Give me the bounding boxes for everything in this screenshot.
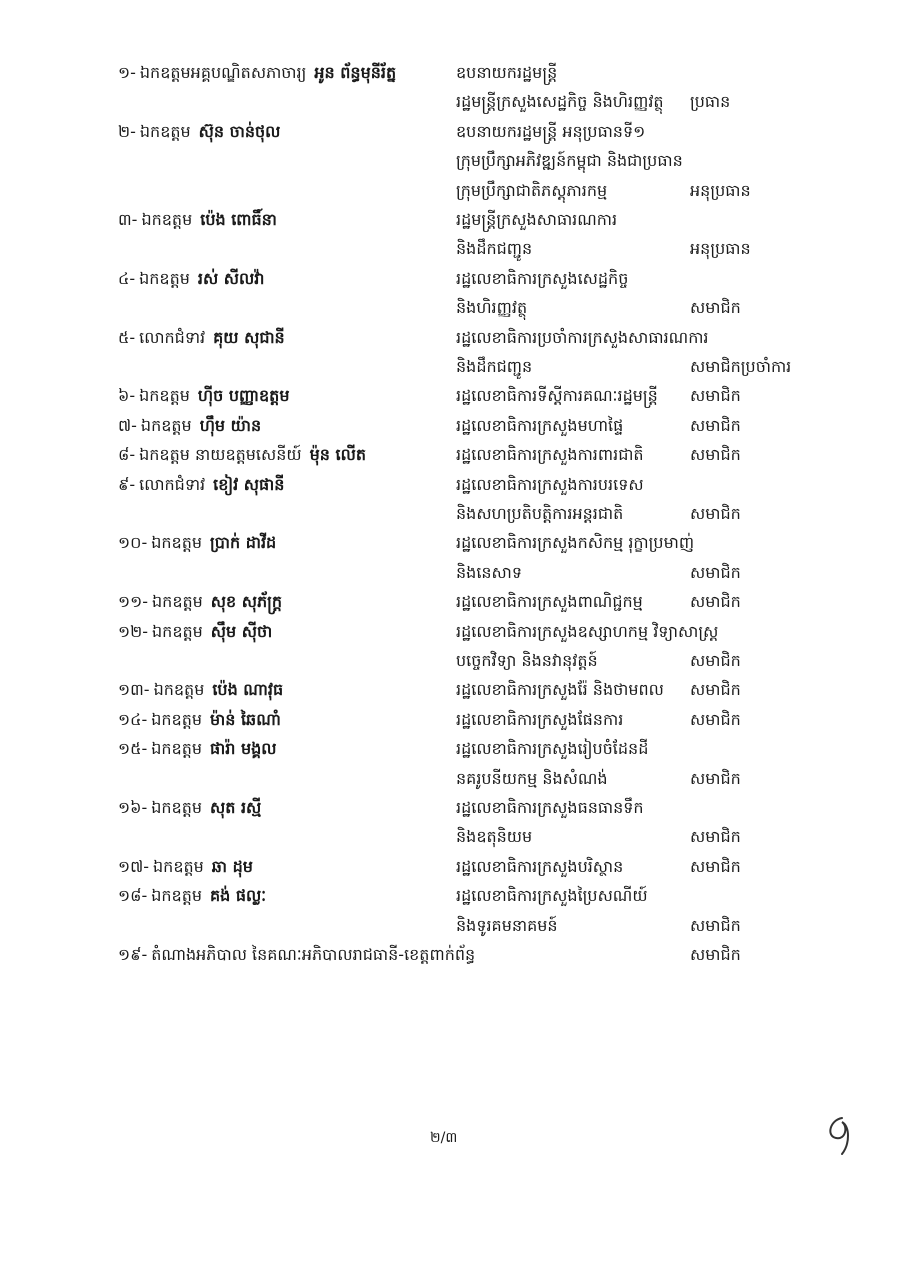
member-name: អូន ព័ន្ធមុនីរ័ត្ន — [314, 63, 397, 82]
member-title: ឯកឧត្តម — [139, 386, 190, 406]
member-name: គុយ សុជានី — [213, 327, 285, 347]
member-number: ១៨- — [118, 886, 148, 906]
member-position-line: រដ្ឋលេខាធិការក្រសួងកសិកម្ម រុក្ខាប្រមាញ់ — [456, 533, 695, 553]
member-number: ៨- — [118, 445, 136, 465]
member-position-line: ឧបនាយករដ្ឋមន្ត្រី អនុប្រធានទី១ — [456, 121, 646, 141]
member-left — [118, 327, 285, 349]
member-title: ឯកឧត្តម — [139, 268, 190, 288]
member-left — [118, 738, 277, 760]
member-position-line: និងនេសាទ — [456, 562, 523, 582]
member-position-line: រដ្ឋលេខាធិការក្រសួងប្រៃសណីយ៍ — [456, 886, 648, 906]
member-number: ១៤- — [118, 709, 148, 729]
member-left — [118, 591, 282, 613]
member-position-line: និងឧតុនិយម — [456, 827, 533, 847]
member-position-line: រដ្ឋលេខាធិការក្រសួងការបរទេស — [456, 474, 644, 494]
member-role: សមាជិក — [690, 709, 741, 729]
member-role: សមាជិក — [690, 827, 741, 847]
page-number: ២/៣ — [430, 1130, 458, 1146]
member-left — [118, 621, 272, 643]
member-title: ឯកឧត្តម — [151, 886, 202, 906]
member-position-line: រដ្ឋលេខាធិការក្រសួងមហាផ្ទៃ — [456, 415, 624, 435]
member-name: ខៀវ សុផានី — [213, 474, 285, 494]
member-role: សមាជិក — [690, 651, 741, 670]
member-title: ឯកឧត្តម — [151, 739, 202, 759]
member-left — [118, 385, 289, 407]
member-left — [118, 474, 284, 496]
member-position-line: រដ្ឋលេខាធិការក្រសួងផែនការ — [456, 709, 624, 729]
member-role: សមាជិក — [690, 592, 741, 612]
member-role: សមាជិក — [690, 298, 741, 318]
member-name: គង់ ផល្លៈ — [210, 886, 267, 906]
member-position-line: រដ្ឋលេខាធិការក្រសួងសេដ្ឋកិច្ច — [456, 268, 629, 288]
member-title: ឯកឧត្តមអគ្គបណ្ឌិតសភាចារ្យ — [139, 63, 307, 82]
member-title: ឯកឧត្តម — [139, 121, 191, 141]
member-position-line: រដ្ឋលេខាធិការក្រសួងបរិស្ថាន — [456, 856, 624, 876]
member-role: សមាជិក — [690, 915, 741, 935]
member-role: ប្រធាន — [690, 92, 731, 112]
member-title: លោកជំទាវ — [139, 327, 206, 347]
member-position-line: រដ្ឋលេខាធិការក្រសួងរៀបចំដែនដី — [456, 739, 649, 759]
member-left — [118, 797, 261, 819]
member-left — [118, 62, 396, 84]
member-role: សមាជិក — [690, 445, 741, 465]
member-name: ផារ៉ា មង្គល — [210, 739, 277, 759]
member-role: អនុប្រធាន — [690, 180, 751, 200]
member-number: ៣- — [118, 210, 138, 229]
member-role: សមាជិក — [690, 945, 741, 964]
member-role: សមាជិក — [690, 415, 741, 435]
member-name: សុខ សុភ័ក្ត្រ — [210, 592, 283, 612]
member-role: សមាជិក — [690, 386, 741, 406]
member-left — [118, 709, 281, 731]
member-name: ស៊ុន ចាន់ថុល — [198, 121, 281, 141]
member-left — [118, 532, 276, 554]
member-title: ឯកឧត្តម — [141, 210, 193, 229]
member-left — [118, 121, 280, 143]
member-position-line: នគរូបនីយកម្ម និងសំណង់ — [456, 768, 608, 788]
member-role: សមាជិក — [690, 856, 741, 876]
member-number: ១៧- — [118, 856, 150, 876]
member-position-line: រដ្ឋលេខាធិការក្រសួងពាណិជ្ជកម្ម — [456, 592, 643, 612]
member-title: តំណាងអភិបាល នៃគណៈអភិបាលរាជធានី-ខេត្តពាក់ព័ន្ធ — [151, 945, 476, 964]
member-number: ៩- — [118, 474, 136, 494]
member-name: រស់ សីលវ៉ា — [197, 268, 265, 288]
member-position-line: រដ្ឋលេខាធិការក្រសួងរ៉ែ និងថាមពល — [456, 680, 664, 700]
member-number: ២- — [118, 121, 136, 141]
member-title: ឯកឧត្តម — [151, 798, 202, 817]
member-name: សុត រស្មី — [210, 798, 262, 817]
member-number: ១- — [118, 63, 136, 82]
member-position-line: រដ្ឋលេខាធិការក្រសួងឧស្សាហកម្ម វិទ្យាសាស្ត្រ — [456, 621, 719, 641]
member-number: ១៩- — [118, 945, 148, 964]
handwritten-initial-mark — [820, 1110, 860, 1160]
member-number: ១២- — [118, 621, 148, 641]
member-role: សមាជិក — [690, 562, 741, 582]
member-number: ១៣- — [118, 680, 150, 700]
member-name: ឆា ដុម — [211, 856, 253, 876]
member-role: សមាជិក — [690, 768, 741, 788]
member-number: ៥- — [118, 327, 136, 347]
member-left — [118, 415, 261, 437]
member-number: ១០- — [118, 533, 148, 553]
member-position-line: រដ្ឋមន្ត្រីក្រសួងសាធារណការ — [456, 210, 618, 229]
member-name: ប៉េង ពោធិ៍នា — [200, 210, 277, 229]
member-number: ១១- — [118, 592, 148, 612]
member-title: លោកជំទាវ — [139, 474, 206, 494]
member-role: សមាជិក — [690, 680, 741, 700]
member-name: ហ៊ឹម យ៉ាន — [199, 415, 262, 435]
member-title: ឯកឧត្តម — [153, 680, 205, 700]
member-number: ៧- — [118, 415, 137, 435]
member-position-line: ក្រុមប្រឹក្សាជាតិភស្តុភារកម្ម — [456, 180, 608, 200]
member-position-line: រដ្ឋលេខាធិការក្រសួងការពារជាតិ — [456, 445, 644, 465]
member-position-line: និងទូរគមនាគមន៍ — [456, 915, 558, 935]
member-left — [118, 268, 264, 290]
member-name: ម៉ាន់ ឆៃណាំ — [210, 709, 281, 729]
member-position-line: និងដឹកជញ្ជូន — [456, 357, 533, 376]
member-title: ឯកឧត្តម នាយឧត្តមសេនីយ៍ — [139, 445, 302, 465]
member-number: ៦- — [118, 386, 136, 406]
member-position-line: ឧបនាយករដ្ឋមន្ត្រី — [456, 63, 558, 82]
member-left — [118, 679, 283, 701]
member-left — [118, 944, 475, 966]
member-number: ៤- — [118, 268, 136, 288]
member-name: ប្រាក់ ដាវីដ — [210, 533, 277, 553]
member-position-line: និងដឹកជញ្ជូន — [456, 239, 533, 259]
member-left — [118, 885, 266, 907]
member-title: ឯកឧត្តម — [151, 709, 202, 729]
member-number: ១៦- — [118, 798, 148, 817]
member-left — [118, 444, 366, 466]
member-position-line: បច្ចេកវិទ្យា និងនវានុវត្តន៍ — [456, 651, 598, 670]
member-position-line: រដ្ឋលេខាធិការក្រសួងធនធានទឹក — [456, 798, 644, 817]
member-name: ប៉េង ណាវុធ — [212, 680, 284, 700]
member-position-line: រដ្ឋលេខាធិការប្រចាំការក្រសួងសាធារណការ — [456, 327, 709, 347]
member-position-line: និងសហប្រតិបត្តិការអន្តរជាតិ — [456, 504, 624, 523]
member-title: ឯកឧត្តម — [152, 592, 203, 612]
member-title: ឯកឧត្តម — [153, 856, 204, 876]
member-role: សមាជិកប្រចាំការ — [690, 357, 792, 376]
member-role: អនុប្រធាន — [690, 239, 751, 259]
member-title: ឯកឧត្តម — [151, 533, 202, 553]
member-position-line: រដ្ឋលេខាធិការទីស្ដីការគណៈរដ្ឋមន្ត្រី — [456, 386, 658, 406]
member-title: ឯកឧត្តម — [140, 415, 192, 435]
member-role: សមាជិក — [690, 504, 741, 523]
member-number: ១៥- — [118, 739, 148, 759]
member-position-line: រដ្ឋមន្ត្រីក្រសួងសេដ្ឋកិច្ច និងហិរញ្ញវត្ថុ — [456, 92, 664, 112]
member-name: ម៉ុន លើត — [309, 445, 366, 465]
member-left — [118, 209, 277, 231]
member-position-line: ក្រុមប្រឹក្សាអភិវឌ្ឍន៍កម្ពុជា និងជាប្រធាន — [456, 151, 683, 171]
member-left — [118, 856, 253, 878]
member-name: ហ៊ីច បញ្ញាឧត្តម — [197, 386, 290, 406]
member-name: ស៊ឹម ស៊ីថា — [210, 621, 273, 641]
member-title: ឯកឧត្តម — [152, 621, 203, 641]
member-position-line: និងហិរញ្ញវត្ថុ — [456, 298, 528, 318]
